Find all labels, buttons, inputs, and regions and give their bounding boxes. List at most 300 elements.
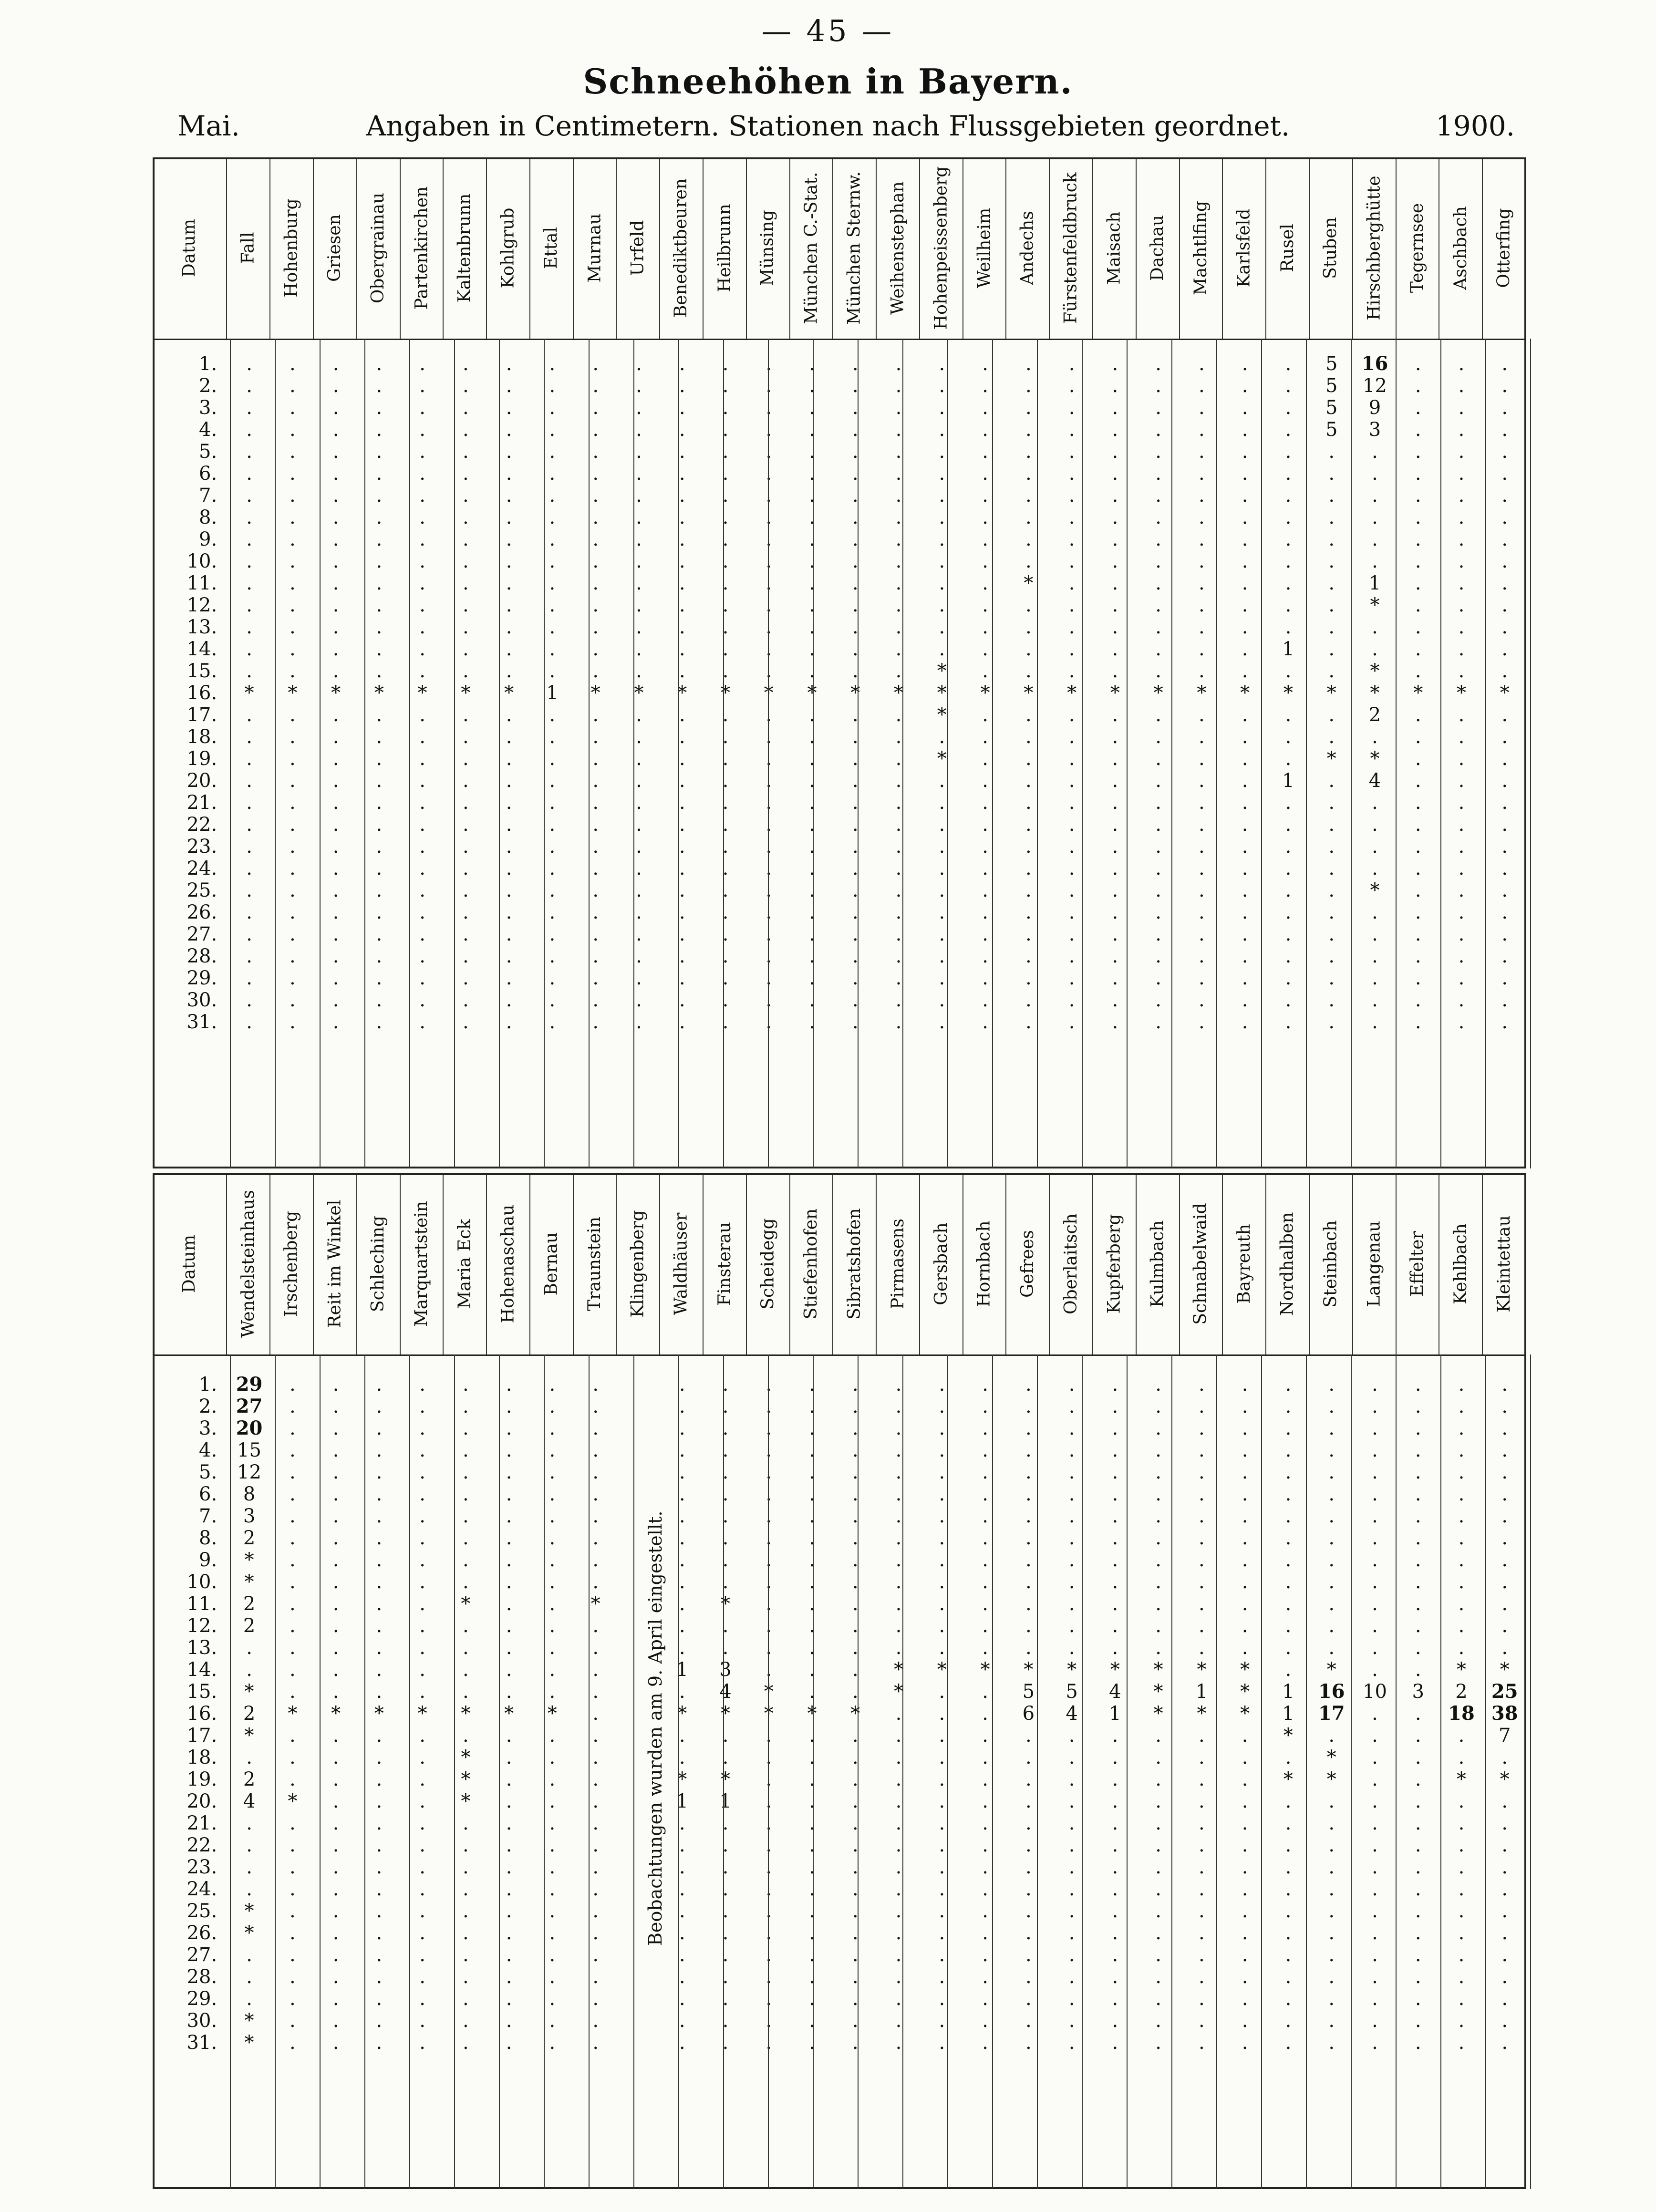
snow-value: .: [722, 770, 729, 792]
snow-value: .: [1242, 1812, 1248, 1834]
snow-value: .: [939, 353, 945, 375]
snow-value: .: [722, 1011, 729, 1033]
snow-value: .: [679, 967, 685, 989]
snow-value: .: [1372, 1439, 1378, 1461]
snow-value: .: [679, 923, 685, 945]
snow-value: .: [419, 1637, 425, 1659]
snow-value: .: [982, 901, 988, 923]
snow-value: .: [1242, 463, 1248, 485]
snow-value: .: [1199, 792, 1205, 814]
snow-value: .: [852, 660, 859, 682]
snow-value: .: [722, 704, 729, 726]
snow-value: .: [1372, 1856, 1378, 1878]
snow-value: .: [636, 945, 642, 967]
snow-value: .: [852, 836, 859, 858]
snow-value: .: [1458, 1417, 1465, 1439]
snow-value: .: [506, 945, 512, 967]
snow-value: .: [636, 616, 642, 638]
snow-value: .: [419, 945, 425, 967]
snow-value: .: [419, 770, 425, 792]
snow-value: .: [1372, 1374, 1378, 1395]
snow-value: .: [419, 1834, 425, 1856]
snow-value: .: [722, 485, 729, 506]
snow-value: .: [1372, 638, 1378, 660]
day-label: 27.: [186, 923, 217, 945]
snow-value: .: [1242, 1011, 1248, 1033]
snow-value: .: [1068, 901, 1075, 923]
snow-value: .: [1501, 1417, 1508, 1439]
snow-value: .: [852, 1505, 859, 1527]
snow-value: .: [506, 814, 512, 836]
snow-value: .: [1372, 967, 1378, 989]
snow-value: .: [1068, 506, 1075, 528]
snow-value: .: [1501, 1856, 1508, 1878]
snow-value: .: [332, 1878, 339, 1900]
snow-value: .: [332, 375, 339, 397]
snow-value: .: [1458, 550, 1465, 572]
snow-value: .: [895, 572, 902, 594]
snow-value: .: [636, 901, 642, 923]
snow-value: .: [852, 1571, 859, 1593]
snow-value: .: [939, 616, 945, 638]
snow-value: .: [982, 923, 988, 945]
snow-value: .: [679, 1988, 685, 2010]
snow-value: .: [332, 1374, 339, 1395]
snow-value: .: [895, 616, 902, 638]
snow-value: .: [332, 1659, 339, 1681]
station-name: Hirschberghütte: [1364, 176, 1384, 320]
snow-value: .: [1242, 1637, 1248, 1659]
snow-value: .: [1501, 638, 1508, 660]
snow-value: .: [549, 1790, 556, 1812]
snow-value: .: [1025, 1988, 1032, 2010]
snow-value: .: [722, 1417, 729, 1439]
month-label: Mai.: [177, 110, 240, 142]
snow-value: .: [809, 638, 815, 660]
snow-value: .: [636, 463, 642, 485]
snow-value: .: [636, 594, 642, 616]
snow-value: .: [1155, 1395, 1161, 1417]
snow-value: .: [1068, 792, 1075, 814]
snow-value: .: [1025, 1944, 1032, 1966]
snow-value: .: [1155, 353, 1161, 375]
snow-value: .: [506, 1374, 512, 1395]
snow-value: .: [852, 1922, 859, 1944]
snow-value: *: [677, 682, 687, 704]
snow-value: .: [246, 1988, 252, 2010]
snow-value: .: [722, 1549, 729, 1571]
snow-value: .: [1112, 572, 1118, 594]
snow-value: .: [895, 353, 902, 375]
snow-value: .: [809, 726, 815, 748]
day-label: 13.: [186, 616, 217, 638]
snow-value: .: [463, 879, 469, 901]
snow-value: .: [592, 2010, 599, 2032]
snow-value: 12: [1363, 375, 1387, 397]
snow-value: .: [982, 2032, 988, 2054]
snow-value: .: [1068, 1417, 1075, 1439]
snow-value: *: [677, 1768, 687, 1790]
snow-value: .: [722, 616, 729, 638]
snow-value: .: [636, 770, 642, 792]
snow-value: .: [332, 879, 339, 901]
snow-value: *: [937, 660, 947, 682]
snow-value: .: [332, 1900, 339, 1922]
snow-value: .: [1242, 397, 1248, 419]
snow-value: .: [1025, 1812, 1032, 1834]
snow-value: .: [1415, 1011, 1421, 1033]
snow-value: .: [1458, 792, 1465, 814]
snow-value: .: [766, 1812, 772, 1834]
snow-value: .: [463, 1571, 469, 1593]
snow-value: .: [982, 463, 988, 485]
snow-value: *: [1110, 682, 1120, 704]
snow-value: 25: [1491, 1680, 1518, 1703]
snow-value: .: [722, 1461, 729, 1483]
snow-value: .: [1068, 550, 1075, 572]
snow-value: .: [766, 1637, 772, 1659]
snow-value: .: [766, 638, 772, 660]
snow-value: .: [1242, 638, 1248, 660]
snow-value: .: [1068, 1834, 1075, 1856]
snow-value: .: [1328, 1988, 1335, 2010]
station-name: Hohenaschau: [498, 1204, 518, 1323]
snow-value: .: [549, 1812, 556, 1834]
snow-value: .: [1458, 485, 1465, 506]
station-name: Wendelsteinhaus: [238, 1190, 258, 1338]
snow-value: *: [1370, 682, 1380, 704]
snow-value: .: [549, 550, 556, 572]
snow-value: .: [463, 901, 469, 923]
snow-value: .: [376, 704, 383, 726]
snow-value: .: [809, 836, 815, 858]
snow-value: .: [852, 726, 859, 748]
snow-value: .: [1372, 1878, 1378, 1900]
snow-value: .: [289, 748, 296, 770]
snow-value: .: [1155, 814, 1161, 836]
snow-value: .: [1155, 1966, 1161, 1988]
snow-value: .: [982, 1637, 988, 1659]
snow-value: .: [1328, 550, 1335, 572]
snow-value: .: [1242, 2010, 1248, 2032]
snow-value: .: [592, 1439, 599, 1461]
snow-value: .: [376, 506, 383, 528]
snow-value: .: [895, 901, 902, 923]
snow-value: .: [766, 572, 772, 594]
snow-value: .: [549, 1571, 556, 1593]
snow-value: .: [1415, 726, 1421, 748]
snow-value: .: [1458, 638, 1465, 660]
snow-value: .: [766, 1615, 772, 1637]
station-name: Finsterau: [714, 1222, 735, 1306]
snow-value: .: [982, 506, 988, 528]
snow-value: .: [1112, 1011, 1118, 1033]
snow-value: .: [1199, 1593, 1205, 1615]
snow-value: .: [852, 1790, 859, 1812]
snow-value: .: [419, 1768, 425, 1790]
snow-value: .: [1155, 1571, 1161, 1593]
snow-value: .: [1458, 1637, 1465, 1659]
snow-value: .: [679, 441, 685, 463]
snow-value: .: [939, 1944, 945, 1966]
snow-value: .: [1242, 1395, 1248, 1417]
snow-value: .: [419, 923, 425, 945]
snow-value: .: [506, 419, 512, 441]
snow-value: .: [549, 572, 556, 594]
snow-value: .: [376, 375, 383, 397]
snow-value: .: [1285, 2032, 1292, 2054]
snow-value: .: [1068, 397, 1075, 419]
snow-value: .: [1025, 836, 1032, 858]
snow-value: .: [592, 397, 599, 419]
snow-value: *: [1153, 682, 1163, 704]
snow-value: .: [852, 616, 859, 638]
snow-value: .: [766, 1461, 772, 1483]
snow-value: .: [1415, 1856, 1421, 1878]
snow-value: .: [592, 1461, 599, 1483]
snow-value: .: [636, 572, 642, 594]
snow-value: .: [1242, 1549, 1248, 1571]
day-label: 5.: [199, 1461, 217, 1483]
snow-value: .: [419, 704, 425, 726]
snow-value: .: [1328, 704, 1335, 726]
snow-value: .: [506, 879, 512, 901]
snow-value: .: [1242, 506, 1248, 528]
station-name: Reit im Winkel: [325, 1199, 345, 1328]
station-name: Kupferberg: [1104, 1214, 1124, 1314]
snow-value: .: [1199, 748, 1205, 770]
snow-value: .: [1285, 550, 1292, 572]
snow-value: .: [376, 1768, 383, 1790]
snow-value: .: [809, 1439, 815, 1461]
snow-value: .: [1112, 1374, 1118, 1395]
snow-value: .: [982, 375, 988, 397]
snow-value: .: [982, 967, 988, 989]
snow-value: .: [722, 1944, 729, 1966]
station-name: Münsing: [758, 210, 778, 286]
snow-value: .: [1199, 1900, 1205, 1922]
snow-value: .: [852, 638, 859, 660]
snow-value: .: [246, 726, 252, 748]
snow-value: .: [636, 814, 642, 836]
snow-value: .: [1112, 879, 1118, 901]
snow-value: .: [376, 397, 383, 419]
snow-value: .: [1025, 1461, 1032, 1483]
day-label: 4.: [199, 419, 217, 441]
snow-value: .: [1372, 441, 1378, 463]
snow-value: .: [1501, 594, 1508, 616]
snow-value: .: [1025, 1549, 1032, 1571]
snow-value: .: [549, 726, 556, 748]
snow-value: .: [419, 1725, 425, 1747]
snow-value: .: [1458, 967, 1465, 989]
snow-value: .: [376, 353, 383, 375]
snow-value: .: [1415, 989, 1421, 1011]
snow-value: .: [1372, 1834, 1378, 1856]
snow-value: .: [852, 1417, 859, 1439]
snow-value: *: [1067, 1659, 1077, 1681]
snow-value: .: [549, 463, 556, 485]
snow-value: .: [1415, 704, 1421, 726]
snow-value: .: [1501, 616, 1508, 638]
snow-value: .: [852, 1812, 859, 1834]
snow-value: .: [1155, 1527, 1161, 1549]
snow-value: .: [1155, 1483, 1161, 1505]
snow-value: .: [289, 1856, 296, 1878]
snow-value: .: [592, 770, 599, 792]
snow-value: .: [1242, 901, 1248, 923]
snow-value: .: [939, 419, 945, 441]
header-divider: [153, 339, 1526, 340]
snow-value: .: [1415, 1988, 1421, 2010]
snow-value: .: [852, 879, 859, 901]
snow-value: .: [289, 1681, 296, 1703]
snow-value: .: [549, 1461, 556, 1483]
snow-value: .: [463, 616, 469, 638]
snow-value: .: [939, 506, 945, 528]
snow-value: .: [1199, 2032, 1205, 2054]
snow-value: .: [895, 923, 902, 945]
snow-value: .: [332, 1593, 339, 1615]
snow-value: .: [722, 1483, 729, 1505]
snow-value: .: [1068, 1790, 1075, 1812]
snow-value: .: [1068, 1878, 1075, 1900]
snow-value: .: [549, 1593, 556, 1615]
snow-value: .: [939, 1900, 945, 1922]
snow-value: .: [1372, 945, 1378, 967]
snow-value: .: [289, 1988, 296, 2010]
snow-value: .: [895, 1703, 902, 1725]
snow-value: .: [636, 923, 642, 945]
snow-value: .: [636, 726, 642, 748]
snow-value: .: [376, 572, 383, 594]
snow-value: .: [376, 550, 383, 572]
snow-value: .: [549, 1505, 556, 1527]
snow-value: .: [636, 528, 642, 550]
snow-value: .: [1155, 1417, 1161, 1439]
snow-value: .: [1155, 1878, 1161, 1900]
snow-value: .: [289, 1768, 296, 1790]
snow-value: .: [1501, 836, 1508, 858]
snow-value: .: [506, 463, 512, 485]
snow-value: .: [463, 1966, 469, 1988]
snow-value: .: [592, 989, 599, 1011]
snow-value: 5: [1066, 1681, 1078, 1703]
snow-value: *: [374, 1703, 384, 1725]
day-label: 26.: [186, 1922, 217, 1944]
snow-value: .: [1112, 1747, 1118, 1768]
snow-value: .: [332, 550, 339, 572]
snow-value: .: [246, 485, 252, 506]
snow-value: .: [506, 638, 512, 660]
snow-value: .: [939, 770, 945, 792]
snow-value: .: [1112, 1439, 1118, 1461]
snow-value: .: [1415, 1966, 1421, 1988]
snow-value: .: [419, 550, 425, 572]
snow-value: .: [1501, 1812, 1508, 1834]
snow-value: .: [289, 1922, 296, 1944]
snow-value: .: [1199, 375, 1205, 397]
day-label: 1.: [199, 353, 217, 375]
snow-value: .: [809, 594, 815, 616]
observation-note: Beobachtungen wurden am 9. April eingestellt.: [645, 1510, 666, 1946]
snow-value: .: [679, 748, 685, 770]
snow-value: .: [895, 967, 902, 989]
snow-value: *: [1370, 748, 1380, 770]
snow-value: .: [1372, 2010, 1378, 2032]
snow-value: .: [246, 419, 252, 441]
snow-value: .: [1372, 1922, 1378, 1944]
snow-value: .: [1242, 441, 1248, 463]
snow-value: .: [1242, 1725, 1248, 1747]
station-name: Hornbach: [974, 1220, 994, 1307]
snow-value: .: [419, 792, 425, 814]
snow-value: .: [1501, 1922, 1508, 1944]
snow-value: .: [1328, 2010, 1335, 2032]
snow-value: .: [376, 1966, 383, 1988]
snow-value: .: [246, 1966, 252, 1988]
snow-value: .: [766, 485, 772, 506]
snow-value: .: [809, 1593, 815, 1615]
snow-value: .: [1458, 1856, 1465, 1878]
snow-value: .: [419, 638, 425, 660]
snow-value: .: [809, 2032, 815, 2054]
snow-value: .: [1112, 1790, 1118, 1812]
snow-value: .: [809, 1681, 815, 1703]
snow-value: .: [506, 1988, 512, 2010]
snow-value: .: [1025, 485, 1032, 506]
day-label: 21.: [186, 792, 217, 814]
snow-value: .: [289, 397, 296, 419]
snow-value: .: [1025, 1637, 1032, 1659]
snow-value: .: [766, 1922, 772, 1944]
snow-value: .: [463, 485, 469, 506]
snow-value: .: [376, 1439, 383, 1461]
snow-value: .: [1501, 353, 1508, 375]
snow-value: .: [592, 814, 599, 836]
snow-value: .: [636, 1011, 642, 1033]
snow-value: .: [592, 485, 599, 506]
snow-value: .: [1025, 594, 1032, 616]
snow-value: .: [463, 353, 469, 375]
snow-value: .: [1068, 2032, 1075, 2054]
snow-value: .: [939, 814, 945, 836]
snow-value: .: [289, 1439, 296, 1461]
snow-value: .: [592, 1395, 599, 1417]
snow-value: 1: [676, 1659, 688, 1681]
snow-value: .: [1199, 1417, 1205, 1439]
snow-value: .: [1458, 748, 1465, 770]
snow-value: .: [463, 419, 469, 441]
snow-value: 1: [1282, 1703, 1294, 1725]
snow-value: .: [1155, 463, 1161, 485]
snow-value: 38: [1491, 1702, 1518, 1725]
snow-value: .: [1328, 2032, 1335, 2054]
snow-value: .: [1328, 858, 1335, 879]
snow-value: .: [1501, 1988, 1508, 2010]
snow-value: .: [592, 967, 599, 989]
snow-value: .: [1025, 1878, 1032, 1900]
snow-value: .: [1112, 1725, 1118, 1747]
snow-value: .: [1501, 1461, 1508, 1483]
snow-value: .: [1285, 1988, 1292, 2010]
snow-value: .: [766, 1417, 772, 1439]
snow-value: .: [419, 1571, 425, 1593]
snow-value: .: [722, 594, 729, 616]
snow-value: .: [809, 792, 815, 814]
snow-value: .: [895, 528, 902, 550]
snow-value: .: [852, 1834, 859, 1856]
